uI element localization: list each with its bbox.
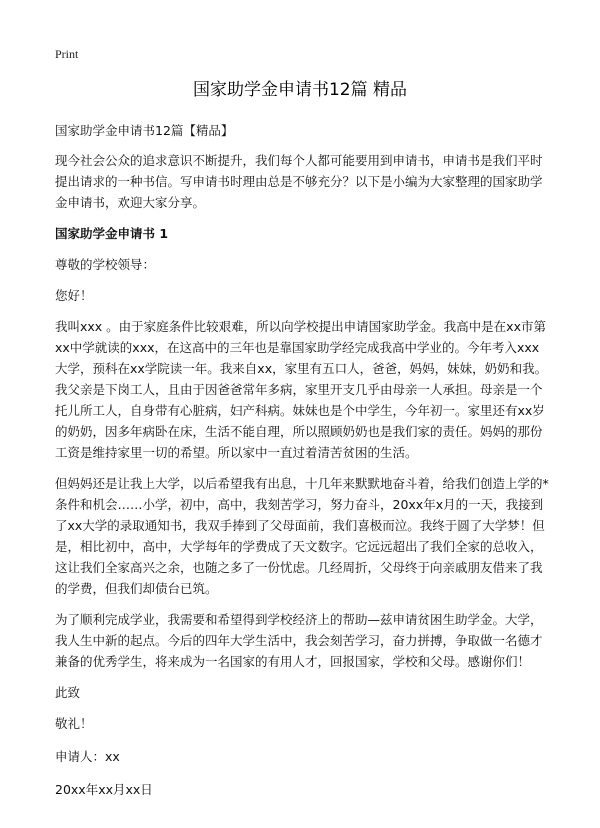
intro-paragraph: 现今社会公众的追求意识不断提升，我们每个人都可能要用到申请书，申请书是我们平时提出请求的一种书信。写申请书时理由总是不够充分？以下是小编为大家整理的国家助学金申请书，欢迎大家分享。 bbox=[55, 153, 543, 210]
body-paragraph: 但妈妈还是让我上大学，以后希望我有出息，十几年来默默地奋斗着，给我们创造上学的*条件和机会……小学，初中，高中，我刻苦学习，努力奋斗，20xx年x月的一天，我接到了xx大学的录取通知书，我双手捧到了父母面前，我们喜极而泣。我终于圆了大学梦！但是，相比初中，高中，大学每年的学费成了天文数字。它远远超出了我们全家的总收入，这让我们全家高兴之余，也随之多了一份忧虑。几经周折，父母终于向亲戚朋友借来了我的学费，但我们却债台已筑。 bbox=[55, 476, 549, 596]
letter-closing: 此致 bbox=[55, 685, 81, 700]
letter-greeting: 尊敬的学校领导： bbox=[55, 257, 156, 272]
letter-salute: 敬礼！ bbox=[55, 716, 93, 731]
body-paragraph: 为了顺利完成学业，我需要和希望得到学校经济上的帮助—兹申请贫困生助学金。大学，我人生中新的起点。今后的四年大学生活中，我会刻苦学习，奋力拼搏，争取做一名德才兼备的优秀学生，将来成为一名国家的有用人才，回报国家，学校和父母。感谢你们！ bbox=[55, 612, 543, 669]
letter-hello: 您好！ bbox=[55, 288, 93, 303]
letter-date: 20xx年xx月xx日 bbox=[55, 782, 153, 797]
print-link[interactable]: Print bbox=[55, 47, 79, 61]
body-paragraph: 我叫xxx 。由于家庭条件比较艰难，所以向学校提出申请国家助学金。我高中是在xx市第xx中学就读的xxx，在这高中的三年也是靠国家助学经完成我高中学业的。今年考入xxx大学，预科在xx学院读一年。我来自xx，家里有五口人，爸爸，妈妈，妹妹，奶奶和我。我父亲是下岗工人，且由于因爸爸常年多病，家里开支几乎由母亲一人承担。母亲是一个托儿所工人，自身带有心脏病，妇产科病。妹妹也是个中学生，今年初一。家里还有xx岁的奶奶，因多年病卧在床，生活不能自理，所以照顾奶奶也是我们家的责任。妈妈的那份工资是维持家里一切的希望。所以家中一直过着清苦贫困的生活。 bbox=[55, 319, 548, 460]
section-heading: 国家助学金申请书 1 bbox=[55, 226, 169, 241]
document-subtitle: 国家助学金申请书12篇【精品】 bbox=[55, 123, 234, 138]
applicant-signature: 申请人：xx bbox=[55, 749, 120, 764]
document-body bbox=[55, 120, 551, 800]
document-title: 国家助学金申请书12篇 精品 bbox=[192, 80, 408, 100]
